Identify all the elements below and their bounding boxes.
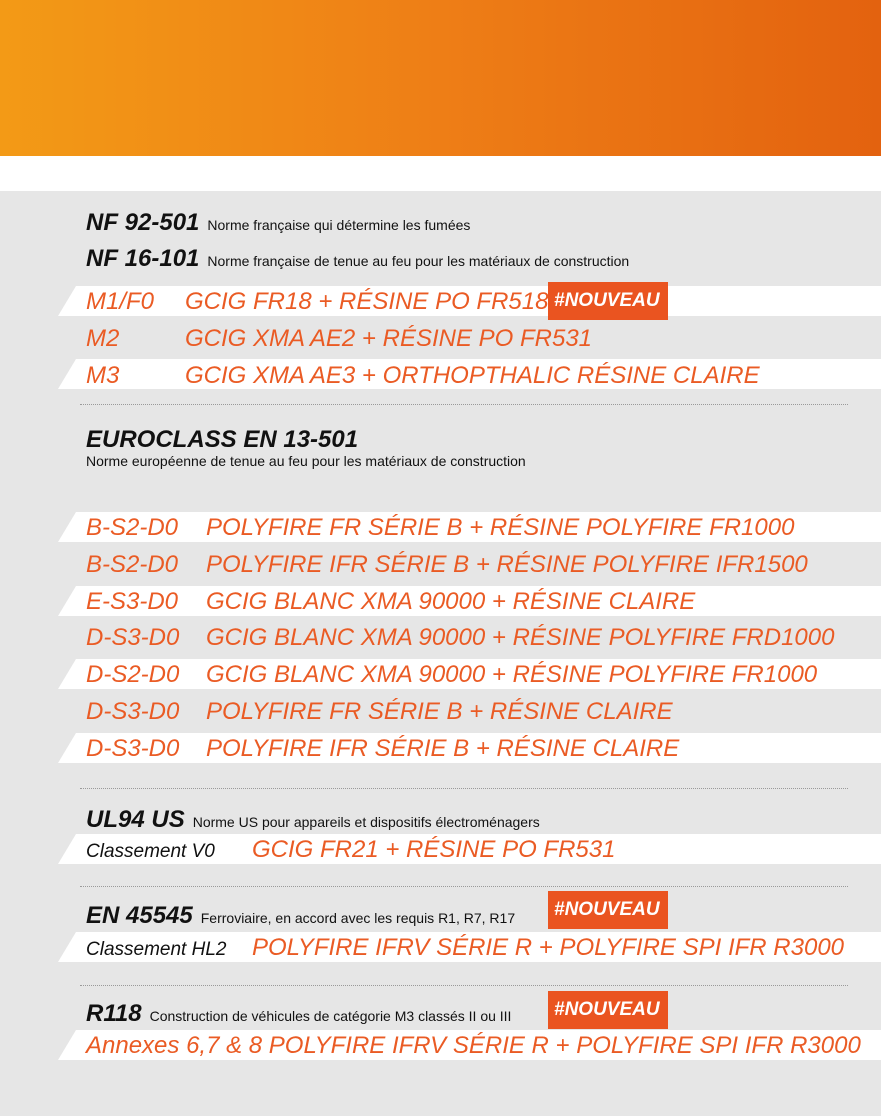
class-ref: D-S3-D0 [86,624,180,651]
product-row [86,698,673,726]
product-row [86,325,592,353]
product-name: POLYFIRE FR SÉRIE B + RÉSINE CLAIRE [206,698,673,725]
r118-header [86,1000,511,1028]
standard-code: EN 45545 [86,902,193,929]
nf-16-101-header [86,245,629,273]
classement-label: Classement HL2 [86,939,227,960]
product-name: GCIG XMA AE3 + ORTHOPTHALIC RÉSINE CLAIRE [185,362,760,389]
standard-description: Norme française de tenue au feu pour les matériaux de construction [207,253,630,269]
standard-code: NF 16-101 [86,245,200,272]
section-divider [80,985,848,986]
nouveau-badge: #NOUVEAU [548,282,668,320]
product-name: GCIG BLANC XMA 90000 + RÉSINE POLYFIRE FRD1000 [206,624,835,651]
section-divider [80,788,848,789]
classement-label: Classement V0 [86,841,215,862]
class-ref: D-S3-D0 [86,698,180,725]
ul94-header [86,806,540,834]
product-name: POLYFIRE IFRV SÉRIE R + POLYFIRE SPI IFR R3000 [252,934,845,961]
product-row [86,836,615,864]
header-banner [0,0,881,156]
product-row [86,588,695,616]
class-ref: B-S2-D0 [86,551,179,578]
product-row [86,514,794,542]
class-ref: E-S3-D0 [86,588,179,615]
nouveau-badge: #NOUVEAU [548,891,668,929]
product-row [86,551,808,579]
section-divider [80,886,848,887]
standard-description: Construction de véhicules de catégorie M3 classés II ou III [149,1008,512,1024]
product-name: GCIG FR21 + RÉSINE PO FR531 [252,836,616,863]
standard-description: Ferroviaire, en accord avec les requis R1, R7, R17 [200,910,516,926]
standard-description: Norme française qui détermine les fumées [207,217,471,233]
class-ref: D-S2-D0 [86,661,180,688]
en45545-header [86,902,515,930]
class-ref: M1/F0 [86,288,155,315]
product-row [86,735,679,763]
class-ref: M3 [86,362,120,389]
standard-code: EUROCLASS EN 13-501 [86,426,359,453]
standard-description: Norme européenne de tenue au feu pour les matériaux de construction [86,453,526,469]
product-name: Annexes 6,7 & 8 POLYFIRE IFRV SÉRIE R + POLYFIRE SPI IFR R3000 [86,1032,861,1059]
standard-code: R118 [86,1000,142,1027]
nf-92-501-header [86,209,470,237]
nouveau-badge: #NOUVEAU [548,991,668,1029]
product-name: GCIG XMA AE2 + RÉSINE PO FR531 [185,325,593,352]
product-row [86,288,548,316]
class-ref: M2 [86,325,120,352]
product-name: GCIG FR18 + RÉSINE PO FR518 [185,288,549,315]
standard-code: UL94 US [86,806,185,833]
class-ref: B-S2-D0 [86,514,179,541]
euroclass-header [86,426,358,454]
product-name: GCIG BLANC XMA 90000 + RÉSINE CLAIRE [206,588,696,615]
product-name: POLYFIRE FR SÉRIE B + RÉSINE POLYFIRE FR1000 [206,514,795,541]
standard-description: Norme US pour appareils et dispositifs électroménagers [192,814,540,830]
product-row [86,661,817,689]
section-divider [80,404,848,405]
standard-code: NF 92-501 [86,209,200,236]
product-row [86,362,760,390]
product-row [86,624,834,652]
class-ref: D-S3-D0 [86,735,180,762]
product-name: POLYFIRE IFR SÉRIE B + RÉSINE POLYFIRE IFR1500 [206,551,808,578]
product-name: POLYFIRE IFR SÉRIE B + RÉSINE CLAIRE [206,735,680,762]
product-name: GCIG BLANC XMA 90000 + RÉSINE POLYFIRE FR1000 [206,661,818,688]
product-row [86,1032,861,1060]
product-row [86,934,844,962]
